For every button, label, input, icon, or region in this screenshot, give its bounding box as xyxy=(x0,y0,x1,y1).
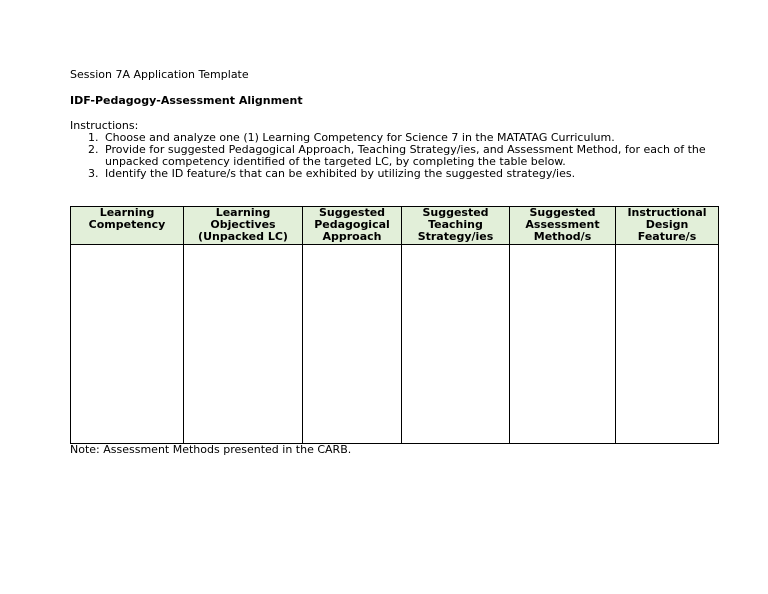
instruction-number: 3. xyxy=(88,167,99,180)
table-cell-pedagogical-approach[interactable] xyxy=(303,245,402,444)
instruction-item xyxy=(70,144,710,168)
header-pedagogical-approach: Suggested Pedagogical Approach xyxy=(303,207,402,245)
table-cell-assessment-methods[interactable] xyxy=(510,245,616,444)
alignment-table xyxy=(70,206,719,444)
table-cell-teaching-strategies[interactable] xyxy=(402,245,510,444)
header-learning-objectives: Learning Objectives (Unpacked LC) xyxy=(184,207,303,245)
table-header-row xyxy=(71,207,719,245)
header-assessment-methods: Suggested Assessment Method/s xyxy=(510,207,616,245)
table-cell-instructional-design-features[interactable] xyxy=(616,245,719,444)
instructions-list xyxy=(70,132,710,180)
instruction-text: Choose and analyze one (1) Learning Competency for Science 7 in the MATATAG Curriculum. xyxy=(105,131,615,144)
table-cell-learning-objectives[interactable] xyxy=(184,245,303,444)
instruction-text: Identify the ID feature/s that can be exhibited by utilizing the suggested strategy/ies. xyxy=(105,167,576,180)
header-learning-competency: Learning Competency xyxy=(71,207,184,245)
session-title: Session 7A Application Template xyxy=(70,68,249,81)
table-cell-learning-competency[interactable] xyxy=(71,245,184,444)
document-heading: IDF-Pedagogy-Assessment Alignment xyxy=(70,94,303,107)
instruction-item xyxy=(70,168,710,180)
instruction-text: Provide for suggested Pedagogical Approach, Teaching Strategy/ies, and Assessment Method, for each of the unpacked competency identified of the targeted LC, by completing the table below. xyxy=(105,143,706,168)
instruction-number: 1. xyxy=(88,131,99,144)
table-note: Note: Assessment Methods presented in the CARB. xyxy=(70,443,352,456)
header-teaching-strategies: Suggested Teaching Strategy/ies xyxy=(402,207,510,245)
table-row xyxy=(71,245,719,444)
header-instructional-design-features: Instructional Design Feature/s xyxy=(616,207,719,245)
instruction-number: 2. xyxy=(88,143,99,156)
instructions-label: Instructions: xyxy=(70,119,139,132)
